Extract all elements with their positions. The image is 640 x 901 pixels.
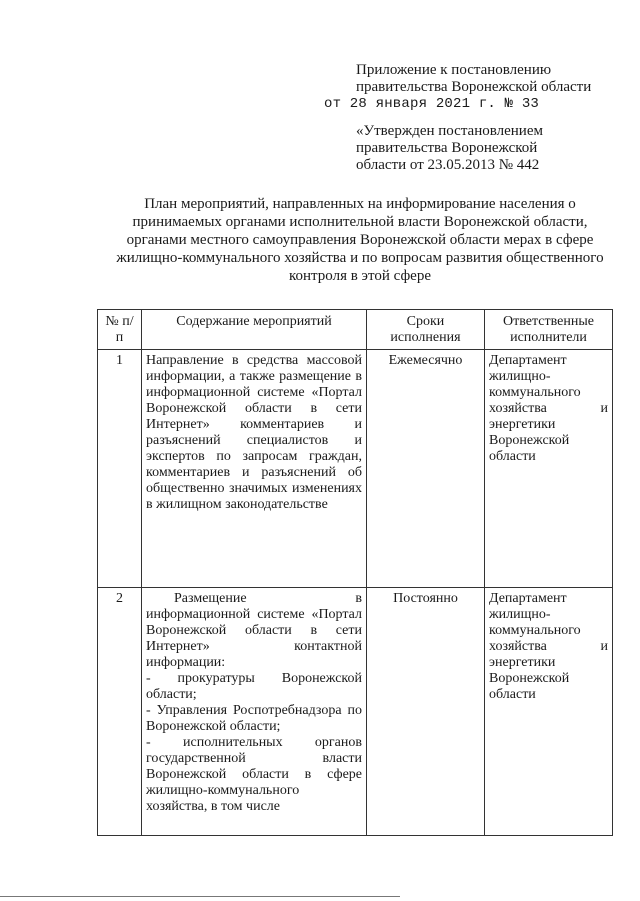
appendix-header (324, 62, 624, 113)
approval-line-1: «Утвержден постановлением (356, 123, 543, 139)
plan-title-line-3: органами местного самоуправления Воронежской области мерах в сфере (126, 232, 594, 248)
appendix-line-1: Приложение к постановлению (356, 62, 552, 78)
row-content: Направление в средства массовой информации, а также размещение в информационной системе «Портал Воронежской области в сети Интернет» комментариев и разъяснений специалистов и экспертов по запросам граждан, комментариев и разъяснений об общественно значимых изменениях в жилищном законодательстве (142, 350, 367, 588)
header-terms: Сроки исполнения (367, 310, 485, 350)
table-row (98, 588, 613, 836)
plan-table (97, 309, 613, 836)
table-header-row (98, 310, 613, 350)
row-num: 1 (98, 350, 142, 588)
row-content (142, 588, 367, 836)
page-bottom-rule (0, 896, 400, 897)
row-content-paragraph: Размещение в информационной системе «Портал Воронежской области в сети Интернет» контактной информации: (146, 591, 362, 670)
approval-note (356, 123, 616, 174)
appendix-line-2: правительства Воронежской области (356, 79, 592, 95)
row-terms: Ежемесячно (367, 350, 485, 588)
header-num: № п/п (98, 310, 142, 350)
plan-title-line-2: принимаемых органами исполнительной власти Воронежской области, (132, 214, 588, 230)
table-row (98, 350, 613, 588)
row-content-item: - исполнительных органов государственной власти Воронежской области в сфере жилищно-коммунального хозяйства, в том числе (146, 735, 362, 814)
appendix-line-3: от 28 января 2021 г. № 33 (324, 96, 540, 112)
row-content-item: - Управления Роспотребнадзора по Воронежской области; (146, 703, 362, 734)
row-terms: Постоянно (367, 588, 485, 836)
plan-title-line-1: План мероприятий, направленных на информирование населения о (144, 196, 576, 212)
row-responsible: Департамент жилищно-коммунального хозяйства и энергетики Воронежской области (485, 588, 613, 836)
plan-title (100, 195, 620, 285)
plan-title-line-5: контроля в этой сфере (288, 268, 431, 284)
row-content-item: - прокуратуры Воронежской области; (146, 671, 362, 702)
plan-title-line-4: жилищно-коммунального хозяйства и по вопросам развития общественного (116, 250, 604, 266)
header-content: Содержание мероприятий (142, 310, 367, 350)
approval-line-2: правительства Воронежской (356, 140, 538, 156)
row-num: 2 (98, 588, 142, 836)
row-responsible: Департамент жилищно-коммунального хозяйства и энергетики Воронежской области (485, 350, 613, 588)
header-responsible: Ответственные исполнители (485, 310, 613, 350)
approval-line-3: области от 23.05.2013 № 442 (356, 157, 540, 173)
